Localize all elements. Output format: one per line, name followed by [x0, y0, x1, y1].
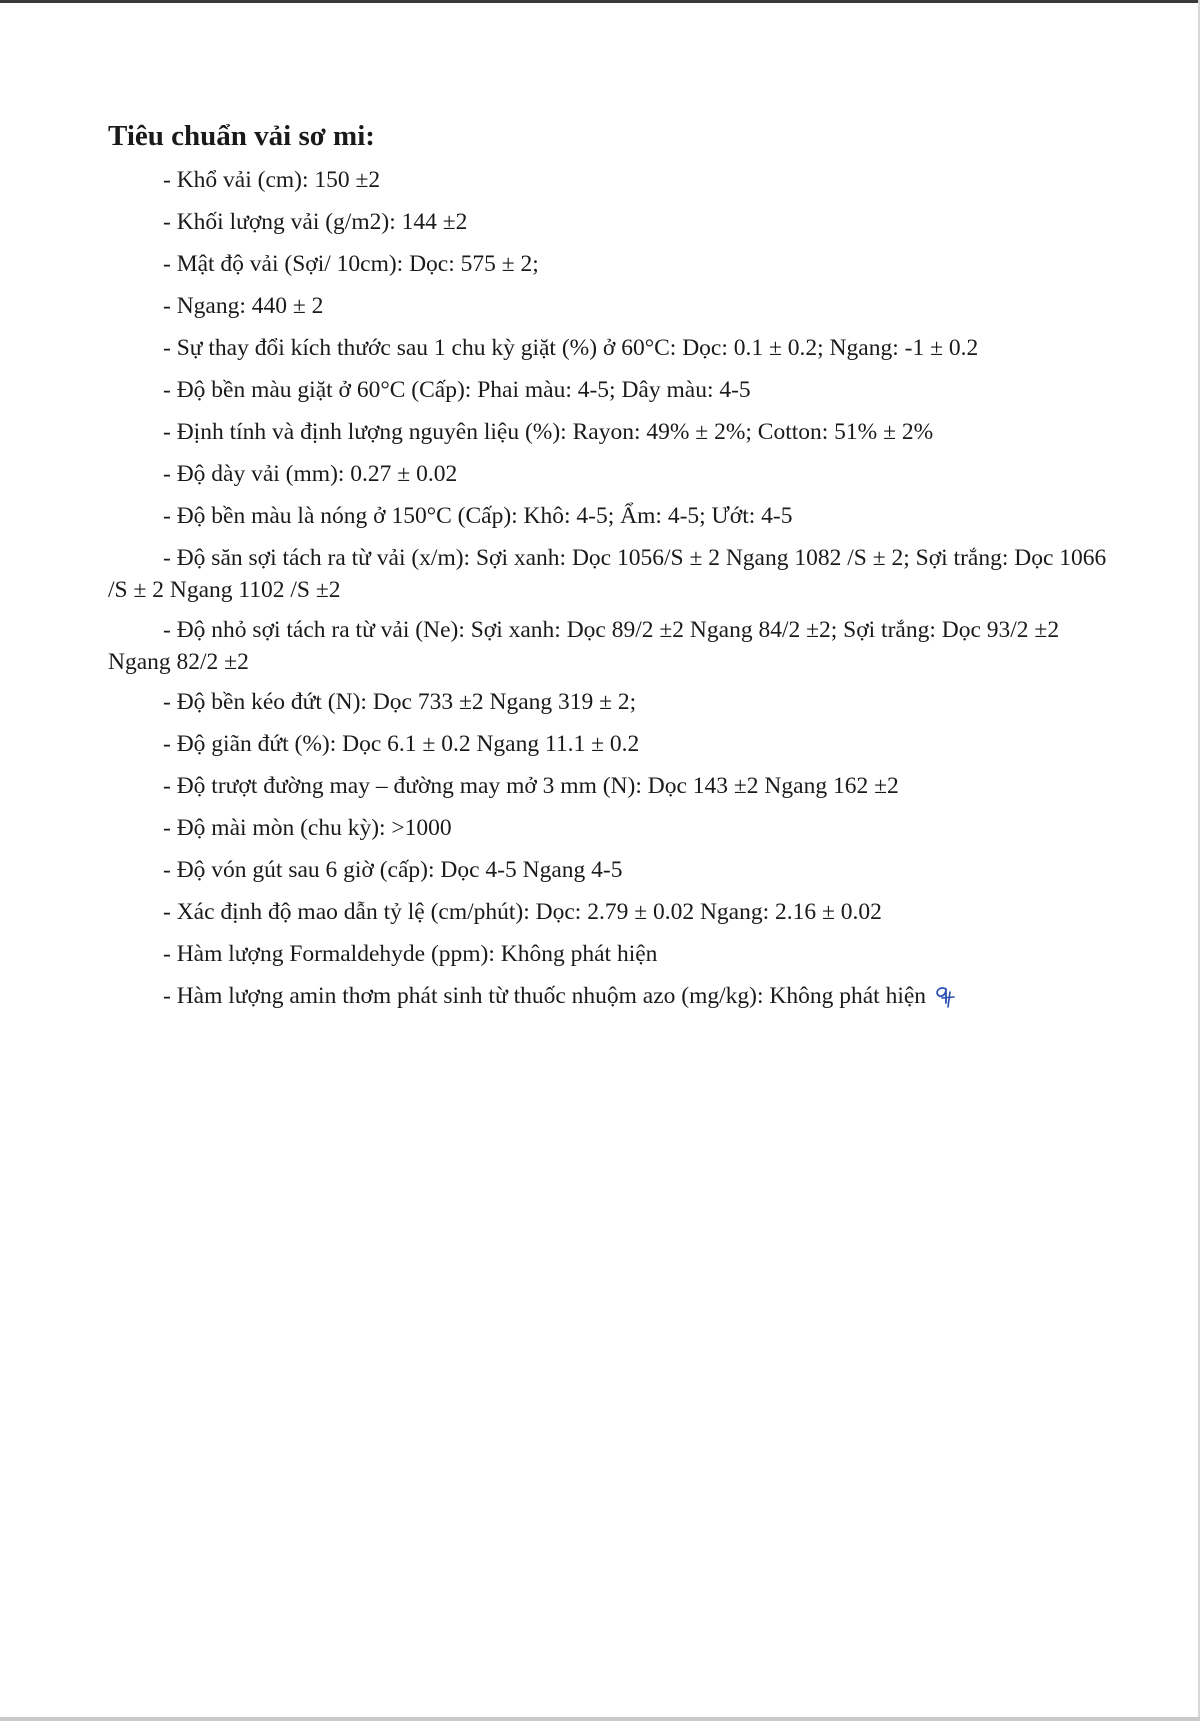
spec-item-thickness: - Độ dày vải (mm): 0.27 ± 0.02 — [163, 461, 458, 487]
spec-item-ironing-colorfastness: - Độ bền màu là nóng ở 150°C (Cấp): Khô: 4-5; Ẩm: 4-5; Ướt: 4-5 — [163, 503, 793, 529]
handwritten-initials-icon — [932, 983, 956, 1018]
spec-item-yarn-count: - Độ nhỏ sợi tách ra từ vải (Ne): Sợi xanh: Dọc 89/2 ±2 Ngang 84/2 ±2; Sợi trắng: Dọc 93/2 ±2 Ngang 82/2 ±2 — [108, 617, 1060, 675]
spec-item-elongation: - Độ giãn đứt (%): Dọc 6.1 ± 0.2 Ngang 11.1 ± 0.2 — [163, 731, 640, 757]
spec-item-seam-slippage: - Độ trượt đường may – đường may mở 3 mm (N): Dọc 143 ±2 Ngang 162 ±2 — [163, 773, 899, 799]
scan-edge-bottom — [0, 1717, 1200, 1721]
spec-item-density-warp: - Mật độ vải (Sợi/ 10cm): Dọc: 575 ± 2; — [163, 251, 539, 277]
spec-item-azo-amines-text: - Hàm lượng amin thơm phát sinh từ thuốc nhuộm azo (mg/kg): Không phát hiện — [163, 983, 927, 1009]
spec-item-density-weft: - Ngang: 440 ± 2 — [163, 293, 324, 319]
spec-item-pilling: - Độ vón gút sau 6 giờ (cấp): Dọc 4-5 Ngang 4-5 — [163, 857, 623, 883]
spec-item-fiber-composition: - Định tính và định lượng nguyên liệu (%): Rayon: 49% ± 2%; Cotton: 51% ± 2% — [163, 419, 934, 445]
spec-item-fabric-width: - Khổ vải (cm): 150 ±2 — [163, 167, 381, 193]
scan-edge-top — [0, 0, 1200, 3]
specification-list — [108, 164, 1108, 1028]
document-title: Tiêu chuẩn vải sơ mi: — [108, 120, 375, 152]
spec-item-dimensional-change: - Sự thay đổi kích thước sau 1 chu kỳ giặt (%) ở 60°C: Dọc: 0.1 ± 0.2; Ngang: -1 ± 0.2 — [163, 335, 979, 361]
spec-item-formaldehyde: - Hàm lượng Formaldehyde (ppm): Không phát hiện — [163, 941, 658, 967]
spec-item-fabric-weight: - Khối lượng vải (g/m2): 144 ±2 — [163, 209, 468, 235]
spec-item-azo-amines — [108, 980, 1108, 1018]
spec-item-abrasion: - Độ mài mòn (chu kỳ): >1000 — [163, 815, 452, 841]
spec-item-yarn-twist: - Độ săn sợi tách ra từ vải (x/m): Sợi xanh: Dọc 1056/S ± 2 Ngang 1082 /S ± 2; Sợi trắng: Dọc 1066 /S ± 2 Ngang 1102 /S ±2 — [108, 545, 1107, 603]
spec-item-tensile-strength: - Độ bền kéo đứt (N): Dọc 733 ±2 Ngang 319 ± 2; — [163, 689, 637, 715]
spec-item-wicking: - Xác định độ mao dẫn tỷ lệ (cm/phút): Dọc: 2.79 ± 0.02 Ngang: 2.16 ± 0.02 — [163, 899, 882, 925]
spec-item-wash-colorfastness: - Độ bền màu giặt ở 60°C (Cấp): Phai màu: 4-5; Dây màu: 4-5 — [163, 377, 751, 403]
